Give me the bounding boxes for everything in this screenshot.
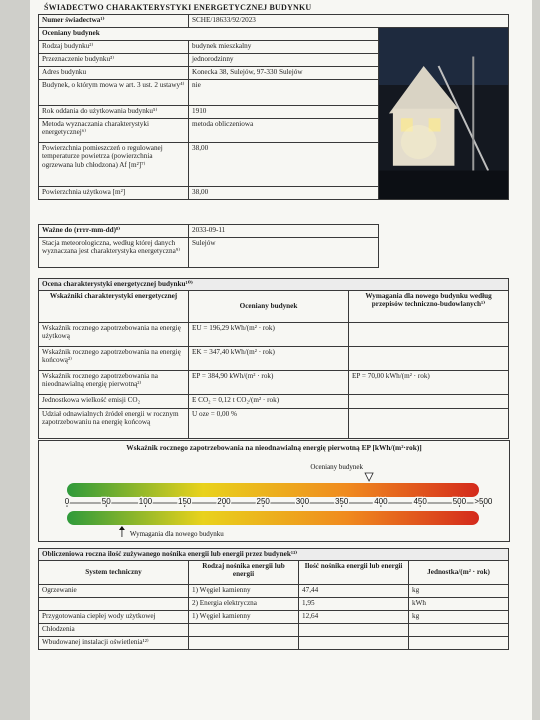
ep-scale-panel [38, 440, 510, 542]
ep-scale-tick-label: 350 [334, 497, 349, 507]
weather-station-label: Stacja meteorologiczna, według której danych wyznaczana jest charakterystyka energetyczna⁹⁾ [39, 238, 189, 268]
ep-scale-bottom-band [67, 511, 479, 525]
oze-requirement [349, 409, 509, 439]
ep-scale-tick-label: 150 [178, 497, 192, 507]
ep-scale-tick-label: 0 [64, 497, 70, 507]
eu-label: Wskaźnik rocznego zapotrzebowania na energię użytkową [39, 323, 189, 347]
requirement-label: Wymagania dla nowego budynku [129, 530, 224, 538]
ep-scale-graphic [39, 441, 509, 541]
assessment-section-title: Ocena charakterystyki energetycznej budynku¹⁰⁾ [39, 279, 509, 291]
usable-area-label: Powierzchnia użytkowa [m²] [39, 187, 189, 200]
eu-requirement [349, 323, 509, 347]
building-purpose-label: Przeznaczenie budynku³⁾ [39, 54, 189, 67]
building-photo [379, 28, 509, 200]
ek-label: Wskaźnik rocznego zapotrzebowania na energię końcową²⁾ [39, 347, 189, 371]
oze-value: U oze = 0,00 % [189, 409, 349, 439]
valid-until-value: 2033-09-11 [189, 225, 379, 238]
ep-scale-tick-label: 100 [138, 497, 153, 507]
table-row-amount: 47,44 [299, 585, 409, 598]
ep-requirement: EP = 70,00 kWh/(m² · rok) [349, 371, 509, 395]
validity-table [38, 224, 509, 268]
requirement-marker-head [119, 526, 125, 530]
ep-scale-tick-label: 250 [256, 497, 270, 507]
oze-label: Udział odnawialnych źródeł energii w rocznym zapotrzebowaniu na energię końcową [39, 409, 189, 439]
building-info-table [38, 14, 509, 200]
ep-scale-tick-label: >500 [474, 497, 493, 507]
usable-area-value: 38,00 [189, 187, 379, 200]
ep-scale-tick-label: 500 [452, 497, 467, 507]
table-row-unit [409, 624, 509, 637]
ep-scale-tick-label: 400 [374, 497, 388, 507]
certificate-number-label: Numer świadectwa¹⁾ [39, 15, 189, 28]
table-row-amount: 12,64 [299, 611, 409, 624]
evaluated-building-marker [365, 473, 373, 481]
ep-scale-tick-label: 300 [295, 497, 310, 507]
co2-value: E CO₂ = 0,12 t CO₂/(m² · rok) [189, 395, 349, 409]
evaluated-building-label: Oceniany budynek [310, 463, 364, 471]
building-address-value: Konecka 38, Sulejów, 97-330 Sulejów [189, 67, 379, 80]
consumption-col-carrier: Rodzaj nośnika energii lub energii [189, 561, 299, 585]
table-row-carrier: 1) Węgiel kamienny [189, 585, 299, 598]
assessment-col-requirements: Wymagania dla nowego budynku według przepisów techniczno-budowlanych¹⁾ [349, 291, 509, 323]
consumption-col-unit: Jednostka/(m² · rok) [409, 561, 509, 585]
valid-until-label: Ważne do (rrrr-mm-dd)⁸⁾ [39, 225, 189, 238]
consumption-col-system: System techniczny [39, 561, 189, 585]
ep-value: EP = 384,90 kWh/(m² · rok) [189, 371, 349, 395]
consumption-table [38, 548, 509, 650]
table-row-carrier: 1) Węgiel kamienny [189, 611, 299, 624]
building-purpose-value: jednorodzinny [189, 54, 379, 67]
table-row-amount [299, 624, 409, 637]
ep-scale-tick-label: 50 [101, 497, 111, 507]
consumption-col-amount: Ilość nośnika energii lub energii [299, 561, 409, 585]
table-row-system: Ogrzewanie [39, 585, 189, 598]
weather-station-value: Sulejów [189, 238, 379, 268]
table-row-carrier [189, 637, 299, 650]
table-row-system [39, 598, 189, 611]
year-label: Rok oddania do użytkowania budynku⁵⁾ [39, 106, 189, 119]
building-photo-image [379, 28, 508, 199]
table-row-unit: kWh [409, 598, 509, 611]
article-3-label: Budynek, o którym mowa w art. 3 ust. 2 ustawy⁴⁾ [39, 80, 189, 106]
assessment-col-evaluated: Oceniany budynek [189, 291, 349, 323]
building-type-value: budynek mieszkalny [189, 41, 379, 54]
table-row-system: Chłodzenia [39, 624, 189, 637]
table-row-amount: 1,95 [299, 598, 409, 611]
article-3-value: nie [189, 80, 379, 106]
building-section-title: Oceniany budynek [39, 28, 379, 41]
building-type-label: Rodzaj budynku²⁾ [39, 41, 189, 54]
ek-requirement [349, 347, 509, 371]
method-label: Metoda wyznaczania charakterystyki energetycznej⁶⁾ [39, 119, 189, 143]
table-row-unit: kg [409, 585, 509, 598]
consumption-section-title: Obliczeniowa roczna ilość zużywanego nośnika energii lub energii przez budynek¹³⁾ [39, 549, 509, 561]
table-row-amount [299, 637, 409, 650]
eu-value: EU = 196,29 kWh/(m² · rok) [189, 323, 349, 347]
heated-area-label: Powierzchnia pomieszczeń o regulowanej temperaturze powietrza (powierzchnia ogrzewana lub chłodzona) Af [m²]⁷⁾ [39, 143, 189, 187]
table-row-carrier: 2) Energia elektryczna [189, 598, 299, 611]
table-row-carrier [189, 624, 299, 637]
ep-label: Wskaźnik rocznego zapotrzebowania na nieodnawialną energię pierwotną²⁾ [39, 371, 189, 395]
certificate-number-value: SCHE/18633/92/2023 [189, 15, 509, 28]
heated-area-value: 38,00 [189, 143, 379, 187]
ek-value: EK = 347,40 kWh/(m² · rok) [189, 347, 349, 371]
table-row-system: Wbudowanej instalacji oświetlenia¹²⁾ [39, 637, 189, 650]
table-row-unit [409, 637, 509, 650]
ep-scale-title: Wskaźnik rocznego zapotrzebowania na nieodnawialną energię pierwotną EP [kWh/(m²·rok)] [126, 443, 422, 452]
method-value: metoda obliczeniowa [189, 119, 379, 143]
ep-scale-top-band [67, 483, 479, 497]
document-title: ŚWIADECTWO CHARAKTERYSTYKI ENERGETYCZNEJ BUDYNKU [44, 3, 312, 12]
co2-requirement [349, 395, 509, 409]
co2-label: Jednostkowa wielkość emisji CO₂ [39, 395, 189, 409]
ep-scale-tick-label: 200 [217, 497, 231, 507]
table-row-system: Przygotowania ciepłej wody użytkowej [39, 611, 189, 624]
assessment-col-indicators: Wskaźniki charakterystyki energetycznej [39, 291, 189, 323]
year-value: 1910 [189, 106, 379, 119]
ep-scale-tick-label: 450 [413, 497, 427, 507]
building-address-label: Adres budynku [39, 67, 189, 80]
table-row-unit: kg [409, 611, 509, 624]
assessment-table [38, 278, 509, 439]
